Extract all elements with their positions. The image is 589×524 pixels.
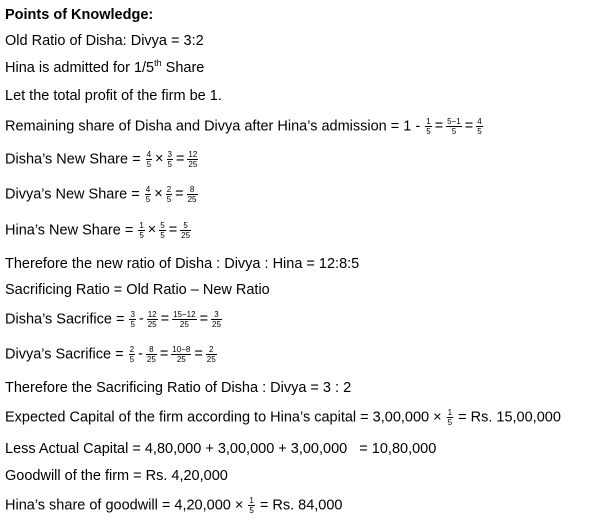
sacrificing-ratio-formula-line: Sacrificing Ratio = Old Ratio – New Ratio bbox=[5, 282, 270, 298]
goodwill-line: Goodwill of the firm = Rs. 4,20,000 bbox=[5, 468, 228, 484]
fraction: $\frac{1}{5}$ bbox=[249, 496, 254, 515]
fraction: $\frac{8}{25}$ bbox=[146, 345, 156, 364]
fraction: $\frac{3}{5}$ bbox=[167, 150, 172, 169]
divya-sacrifice-line: Divya’s Sacrifice = $\frac{2}{5}$ - $\frac{8}{25}$ = $\frac{10-8}{25}$ = $\frac{2}{25}$ bbox=[5, 345, 216, 364]
fraction: $\frac{4}{5}$ bbox=[145, 185, 151, 204]
fraction: $\frac{5}{25}$ bbox=[181, 221, 191, 240]
fraction: $\frac{2}{5}$ bbox=[166, 185, 172, 204]
fraction: $\frac{10-8}{25}$ bbox=[172, 345, 191, 364]
fraction: $\frac{12}{25}$ bbox=[147, 310, 157, 329]
fraction: $\frac{1}{5}$ bbox=[426, 117, 431, 136]
fraction: $\frac{8}{25}$ bbox=[187, 185, 197, 204]
remaining-share-line: Remaining share of Disha and Divya after Hina’s admission = 1 - $\frac{1}{5}$ = $\frac{5-1}{5}$ = $\frac{4}{5}$ bbox=[5, 117, 482, 136]
fraction: $\frac{3}{5}$ bbox=[130, 310, 135, 329]
disha-sacrifice-line: Disha’s Sacrifice = $\frac{3}{5}$ - $\frac{12}{25}$ = $\frac{15-12}{25}$ = $\frac{3}{25}$ bbox=[5, 310, 221, 329]
hina-admission-share: Share bbox=[161, 60, 205, 76]
remaining-share-text: Remaining share of Disha and Divya after Hina’s admission = 1 - bbox=[5, 118, 421, 135]
fraction: $\frac{5-1}{5}$ bbox=[447, 117, 461, 136]
fraction: $\frac{5}{5}$ bbox=[160, 221, 165, 240]
total-profit-line: Let the total profit of the firm be 1. bbox=[5, 88, 222, 104]
fraction: $\frac{2}{5}$ bbox=[129, 345, 135, 364]
th-superscript: th bbox=[154, 58, 162, 69]
expected-capital-line: Expected Capital of the firm according to Hina’s capital = 3,00,000 × $\frac{1}{5}$ = Rs. 15,00,000 bbox=[5, 408, 561, 427]
fraction: $\frac{4}{5}$ bbox=[477, 117, 482, 136]
new-ratio-line: Therefore the new ratio of Disha : Divya : Hina = 12:8:5 bbox=[5, 256, 360, 272]
old-ratio-line: Old Ratio of Disha: Divya = 3:2 bbox=[5, 33, 204, 49]
fraction: $\frac{15-12}{25}$ bbox=[173, 310, 196, 329]
hina-admission-text: Hina is admitted for 1/5 bbox=[5, 60, 155, 76]
fraction: $\frac{3}{25}$ bbox=[212, 310, 221, 329]
hina-admission-line bbox=[5, 59, 204, 77]
sacrificing-ratio-result-line: Therefore the Sacrificing Ratio of Disha : Divya = 3 : 2 bbox=[5, 380, 352, 396]
fraction: $\frac{4}{5}$ bbox=[146, 150, 152, 169]
disha-new-share-line: Disha’s New Share = $\frac{4}{5}$ × $\frac{3}{5}$ = $\frac{12}{25}$ bbox=[5, 150, 198, 169]
fraction: $\frac{12}{25}$ bbox=[188, 150, 198, 169]
fraction: $\frac{1}{5}$ bbox=[139, 221, 144, 240]
hina-new-share-line: Hina’s New Share = $\frac{1}{5}$ × $\frac{5}{5}$ = $\frac{5}{25}$ bbox=[5, 221, 191, 240]
heading-points-of-knowledge: Points of Knowledge: bbox=[5, 7, 154, 23]
fraction: $\frac{1}{5}$ bbox=[447, 408, 453, 427]
fraction: $\frac{2}{25}$ bbox=[206, 345, 216, 364]
hina-goodwill-share-line: Hina’s share of goodwill = 4,20,000 × $\frac{1}{5}$ = Rs. 84,000 bbox=[5, 496, 343, 515]
divya-new-share-line: Divya’s New Share = $\frac{4}{5}$ × $\frac{2}{5}$ = $\frac{8}{25}$ bbox=[5, 185, 197, 204]
actual-capital-line: Less Actual Capital = 4,80,000 + 3,00,000 + 3,00,000 = 10,80,000 bbox=[5, 441, 437, 457]
